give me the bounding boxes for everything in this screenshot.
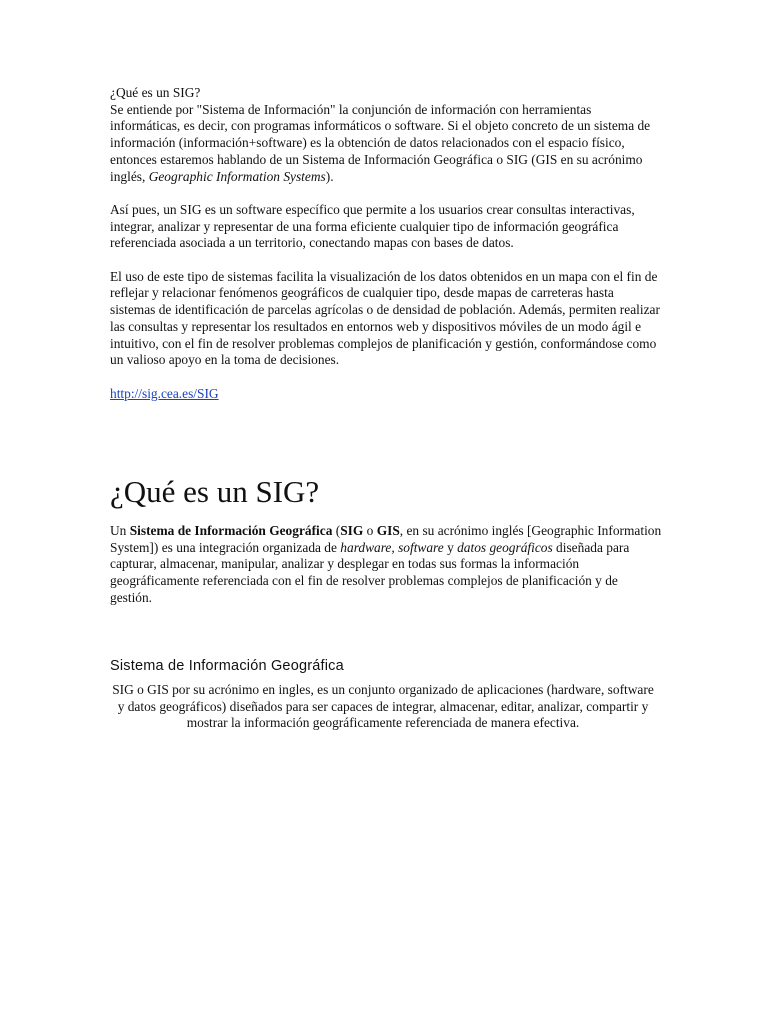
def-bold-gis: GIS [376, 523, 400, 538]
def-text: y [443, 539, 458, 555]
spacer [110, 252, 662, 269]
def-bold-term: Sistema de Información Geográfica [129, 523, 333, 538]
spacer [110, 185, 662, 202]
main-heading: ¿Qué es un SIG? [110, 474, 320, 509]
paragraph-3: El uso de este tipo de sistemas facilita la visualización de los datos obtenidos en un mapa con el fin de reflejar y relacionar fenómenos geográficos de cualquier tipo, desde mapas de carreteras hasta sistemas de identificación de parcelas agrícolas o de densidad de población. Además, permiten realizar las consultas y representar los resultados en entornos web y dispositivos móviles de un modo ágil e intuitivo, con el fin de resolver problemas complejos de planificación y gestión, conformándose como un valioso apoyo en la toma de decisiones. [110, 268, 660, 368]
def-italic-data: datos geográficos [457, 539, 553, 555]
centered-paragraph: SIG o GIS por su acrónimo en ingles, es un conjunto organizado de aplicaciones (hardware, software y datos geográficos) diseñados para ser capaces de integrar, almacenar, editar, analizar, compartir y mostrar la información geográficamente referenciada de manera efectiva. [112, 682, 654, 731]
def-text: diseñada para capturar, almacenar, manipular, analizar y desplegar en todas sus formas la información geográficamente referenciada con el fin de resolver problemas complejos de planificación y de gestión. [110, 539, 630, 605]
def-text: Un [110, 523, 130, 538]
def-italic-hw: hardware, software [340, 539, 444, 555]
intro-paragraph [110, 102, 662, 186]
spacer [110, 369, 662, 386]
section3-heading: Sistema de Información Geográfica [110, 658, 344, 674]
section1-heading: ¿Qué es un SIG? [110, 85, 201, 100]
link-paragraph [110, 386, 662, 403]
source-link[interactable]: http://sig.cea.es/SIG [110, 385, 219, 401]
intro-end-text: ). [325, 168, 334, 184]
def-text: , en su acrónimo inglés [Geographic Information System]) es una integración organizada de [110, 523, 662, 555]
def-text: o [363, 523, 377, 538]
document-page [110, 85, 662, 402]
intro-text: Se entiende por "Sistema de Información" la conjunción de información con herramientas informáticas, es decir, con programas informáticos o software. Si el objeto concreto de un sistema de información (información+software) es la obtención de datos relacionados con el espacio físico, entonces estaremos hablando de un Sistema de Información Geográfica o SIG (GIS en su acrónimo inglés, [110, 101, 651, 184]
intro-italic-text: Geographic Information Systems [148, 168, 326, 184]
paragraph-2: Así pues, un SIG es un software específico que permite a los usuarios crear consultas interactivas, integrar, analizar y representar de una forma eficiente cualquier tipo de información geográfica referenciada asociada a un territorio, conectando mapas con bases de datos. [110, 201, 635, 251]
def-text: ( [332, 523, 341, 538]
def-bold-sig: SIG [340, 523, 364, 538]
definition-paragraph [110, 523, 662, 607]
